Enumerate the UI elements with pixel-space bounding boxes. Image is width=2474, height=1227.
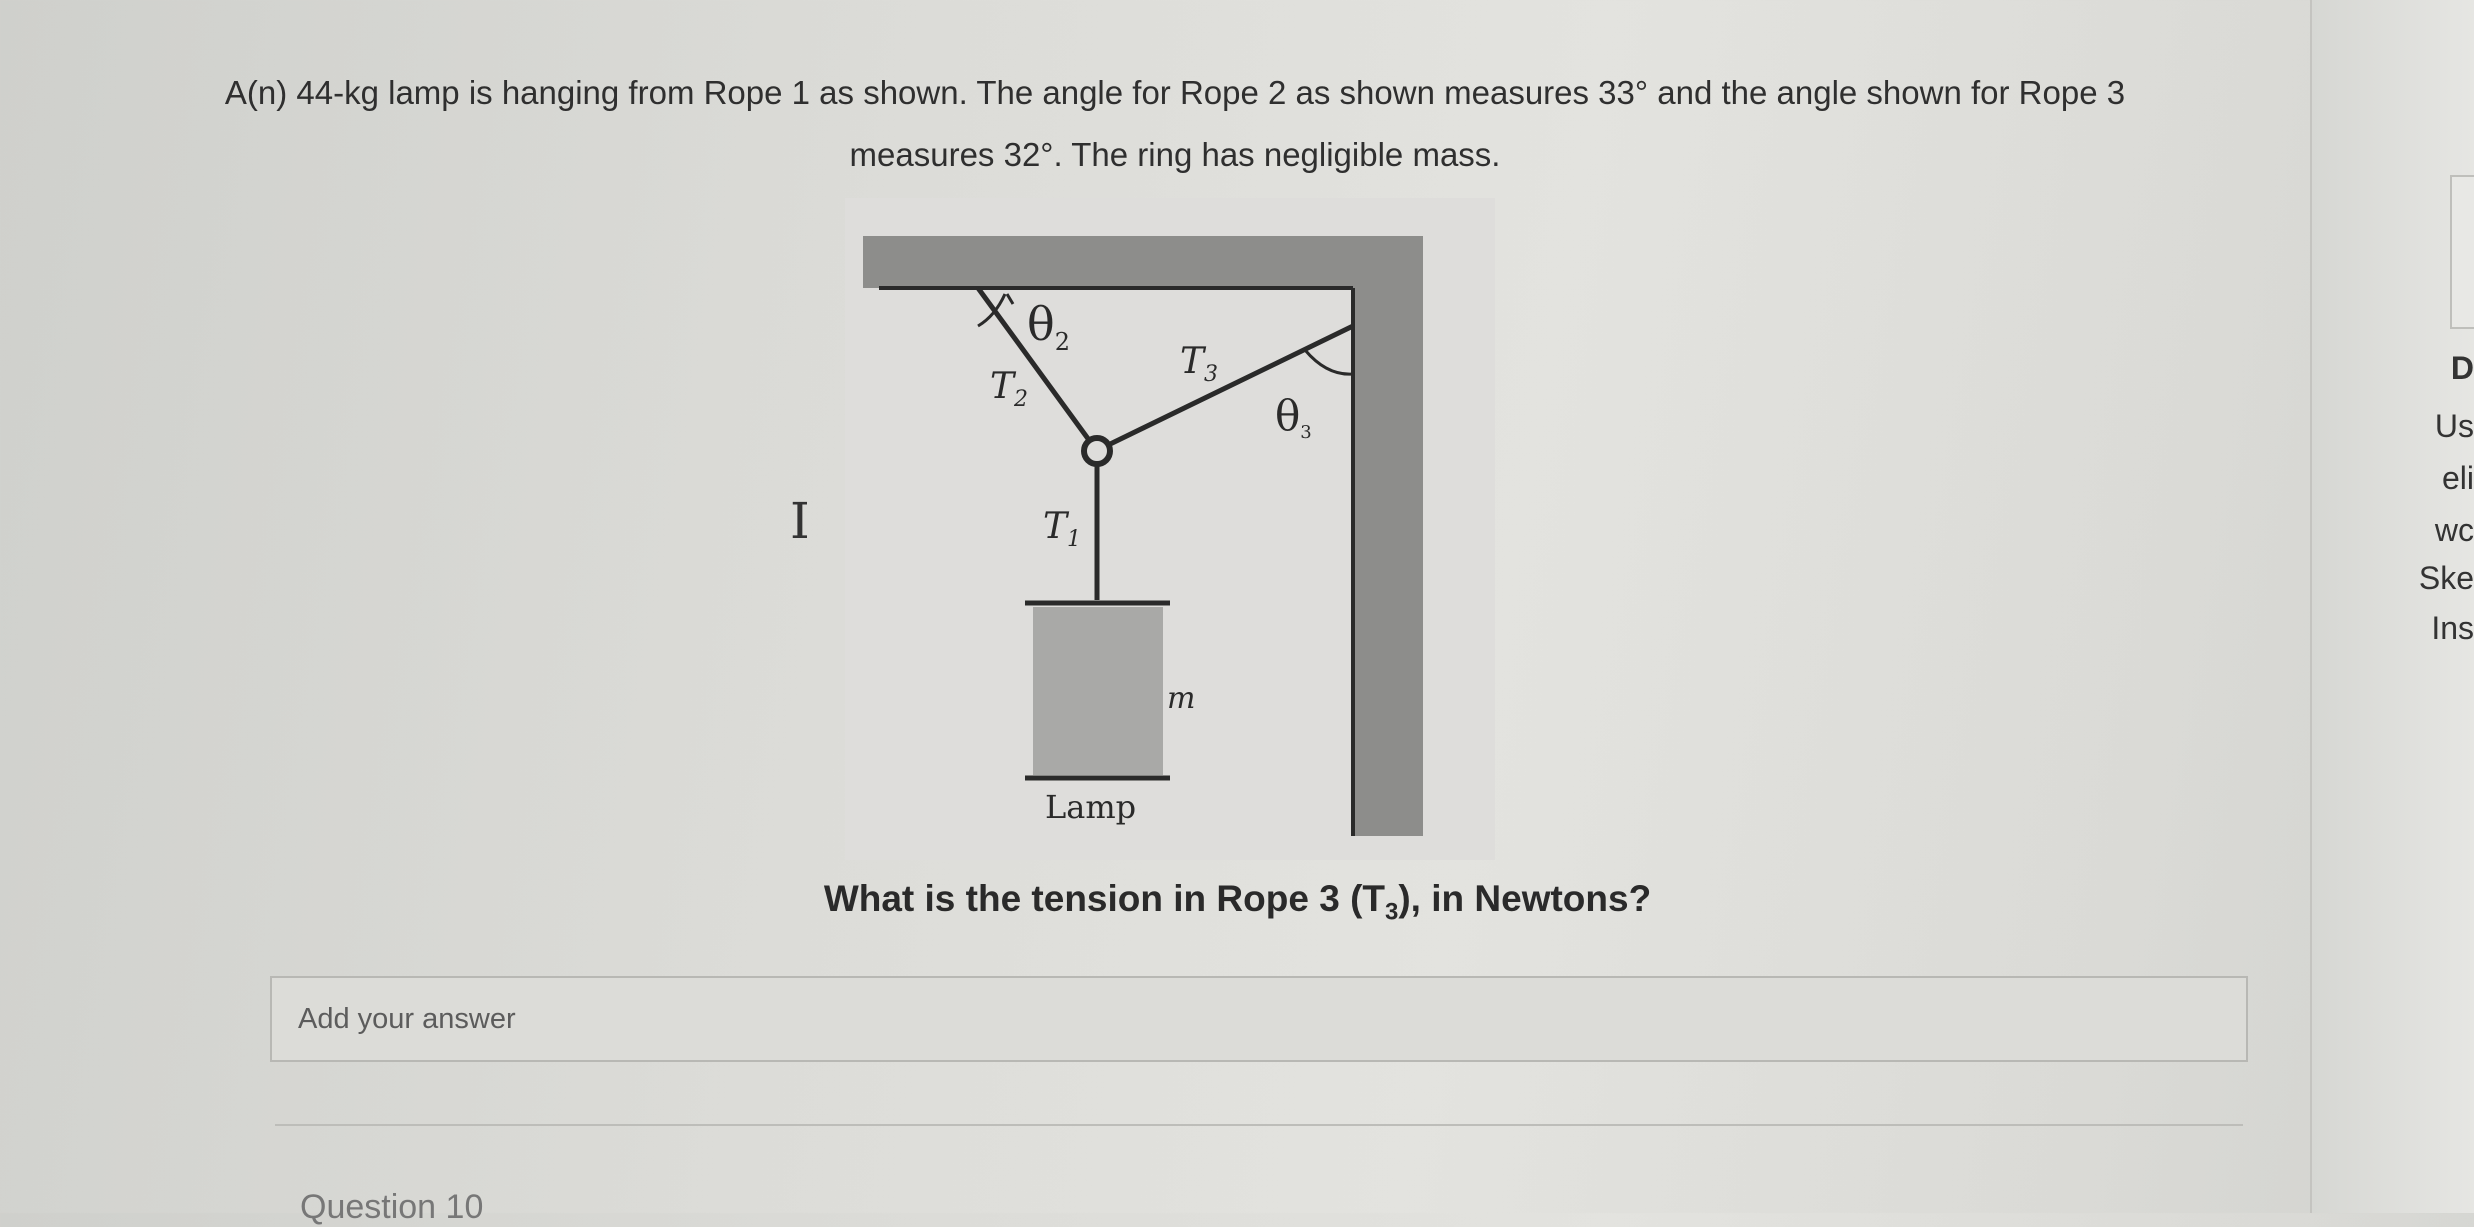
right-panel-line: Us xyxy=(2434,408,2474,444)
text-cursor-icon: I xyxy=(790,492,810,550)
divider xyxy=(275,1124,2243,1126)
question-text xyxy=(200,62,2150,186)
t3-label: $T_3$ xyxy=(1180,341,1219,387)
right-panel-line: eli xyxy=(2441,460,2474,496)
t2-label: $T_2$ xyxy=(990,366,1029,412)
ring xyxy=(1084,438,1110,464)
theta3-label: θ3 xyxy=(1275,391,1312,443)
rope-3 xyxy=(1102,326,1353,448)
theta3-arc xyxy=(1305,350,1353,374)
right-panel-box xyxy=(2450,175,2474,329)
lamp-label: Lamp xyxy=(1045,788,1137,826)
right-panel-line: Ske xyxy=(2418,560,2474,596)
question-line-2: measures 32°. The ring has negligible mass. xyxy=(849,136,1501,173)
mass-label: m xyxy=(1167,681,1196,716)
answer-box[interactable] xyxy=(270,976,2248,1062)
question-prompt: What is the tension in Rope 3 $(T_3)$, in Newtons? xyxy=(823,878,1652,926)
ceiling xyxy=(863,236,1423,288)
right-panel-line: Ins xyxy=(2431,610,2474,646)
t1-label: $T_1$ xyxy=(1043,506,1082,552)
wall xyxy=(1355,236,1423,836)
right-panel-line: wc xyxy=(2434,512,2474,548)
question-line-1: A(n) 44-kg lamp is hanging from Rope 1 as shown. The angle for Rope 2 as shown measures 33° and the angle shown for Rope 3 xyxy=(224,74,2126,111)
answer-input[interactable] xyxy=(296,992,2200,1046)
lamp-rope-diagram xyxy=(845,198,1495,860)
lamp-body xyxy=(1033,607,1163,775)
right-panel-heading: D xyxy=(2450,350,2474,386)
theta2-label: $\theta_2$ xyxy=(1027,297,1070,356)
next-question-heading: Question 10 xyxy=(300,1188,484,1226)
